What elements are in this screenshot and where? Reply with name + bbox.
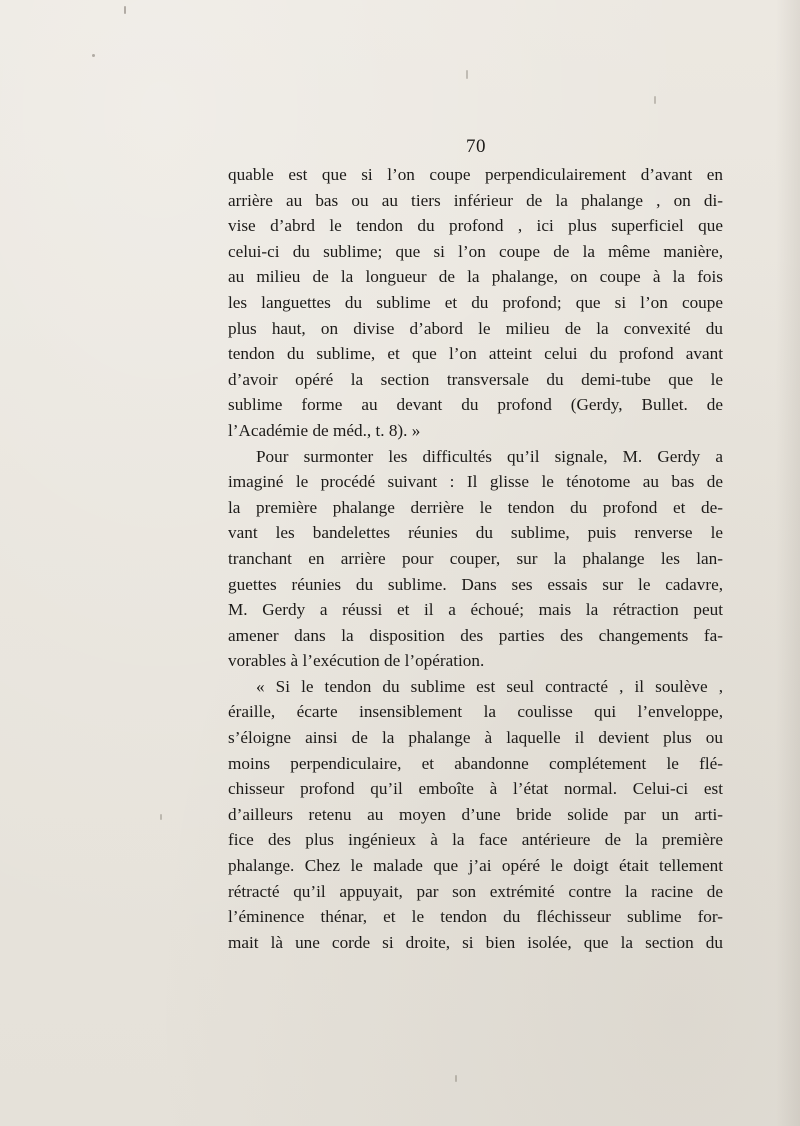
text-line: chisseur profond qu’il emboîte à l’état normal. Celui-ci est bbox=[228, 779, 723, 799]
paper-speck bbox=[124, 6, 126, 14]
text-line: tendon du sublime, et que l’on atteint celui du profond avant bbox=[228, 344, 723, 364]
text-line: l’éminence thénar, et le tendon du fléchisseur sublime for- bbox=[228, 907, 723, 927]
paper-speck bbox=[92, 54, 95, 57]
text-line: M. Gerdy a réussi et il a échoué; mais la rétraction peut bbox=[228, 600, 723, 620]
paper-speck bbox=[466, 70, 468, 79]
paper-speck bbox=[455, 1075, 457, 1082]
text-line: rétracté qu’il appuyait, par son extrémité contre la racine de bbox=[228, 881, 723, 901]
paper-speck bbox=[160, 814, 162, 820]
text-line: amener dans la disposition des parties des changements fa- bbox=[228, 625, 723, 645]
text-line: d’ailleurs retenu au moyen d’une bride solide par un arti- bbox=[228, 804, 723, 824]
text-line: s’éloigne ainsi de la phalange à laquelle il devient plus ou bbox=[228, 728, 723, 748]
paper-speck bbox=[654, 96, 656, 104]
text-line: celui-ci du sublime; que si l’on coupe de la même manière, bbox=[228, 241, 723, 261]
text-line: « Si le tendon du sublime est seul contracté , il soulève , bbox=[256, 676, 723, 696]
text-line: vant les bandelettes réunies du sublime, puis renverse le bbox=[228, 523, 723, 543]
page-number: 70 bbox=[466, 136, 486, 157]
text-line: moins perpendiculaire, et abandonne complétement le flé- bbox=[228, 753, 723, 773]
text-line: d’avoir opéré la section transversale du demi-tube que le bbox=[228, 369, 723, 389]
text-line: imaginé le procédé suivant : Il glisse le ténotome au bas de bbox=[228, 472, 723, 492]
text-line: arrière au bas ou au tiers inférieur de la phalange , on di- bbox=[228, 190, 723, 210]
text-line: mait là une corde si droite, si bien isolée, que la section du bbox=[228, 932, 723, 952]
text-line: vorables à l’exécution de l’opération. bbox=[228, 651, 485, 671]
text-line: plus haut, on divise d’abord le milieu de la convexité du bbox=[228, 318, 723, 338]
text-line: Pour surmonter les difficultés qu’il signale, M. Gerdy a bbox=[256, 446, 723, 466]
text-line: phalange. Chez le malade que j’ai opéré le doigt était tellement bbox=[228, 856, 723, 876]
text-line: tranchant en arrière pour couper, sur la phalange les lan- bbox=[228, 548, 723, 568]
text-line: fice des plus ingénieux à la face antérieure de la première bbox=[228, 830, 723, 850]
text-line: la première phalange derrière le tendon du profond et de- bbox=[228, 497, 723, 517]
text-line: vise d’abrd le tendon du profond , ici plus superficiel que bbox=[228, 216, 723, 236]
text-line: quable est que si l’on coupe perpendiculairement d’avant en bbox=[228, 165, 723, 184]
text-line: guettes réunies du sublime. Dans ses essais sur le cadavre, bbox=[228, 574, 723, 594]
text-line: éraille, écarte insensiblement la coulisse qui l’enveloppe, bbox=[228, 702, 723, 722]
page-edge-shadow bbox=[776, 0, 800, 1126]
text-line: au milieu de la longueur de la phalange, on coupe à la fois bbox=[228, 267, 723, 287]
text-line: sublime forme au devant du profond (Gerdy, Bullet. de bbox=[228, 395, 723, 415]
body-text bbox=[228, 162, 723, 955]
text-line: les languettes du sublime et du profond; que si l’on coupe bbox=[228, 292, 723, 312]
text-line: l’Académie de méd., t. 8). » bbox=[228, 420, 421, 440]
